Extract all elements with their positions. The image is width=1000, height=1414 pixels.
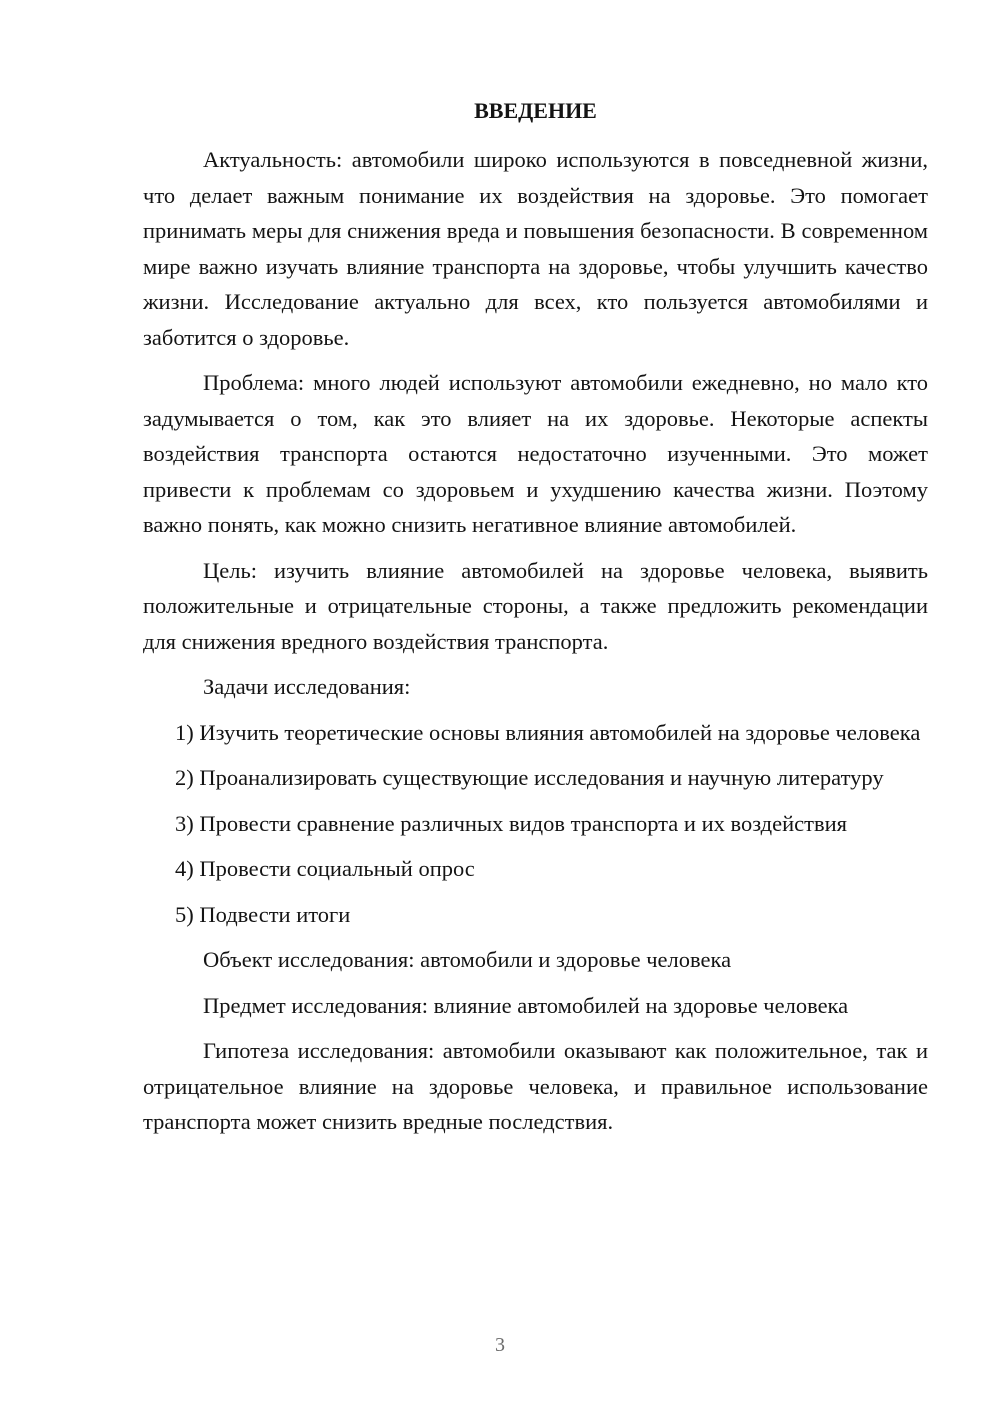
object-paragraph: Объект исследования: автомобили и здоровье человека xyxy=(203,947,732,972)
task-item-1: 1) Изучить теоретические основы влияния автомобилей на здоровье человека xyxy=(175,719,921,745)
task-item-4: 4) Провести социальный опрос xyxy=(175,856,475,881)
hypothesis-paragraph: Гипотеза исследования: автомобили оказывают как положительное, так и отрицательное влияние на здоровье человека, и правильное использование транспорта может снизить вредные последствия. xyxy=(143,1038,928,1134)
subject-paragraph: Предмет исследования: влияние автомобилей на здоровье человека xyxy=(203,992,849,1018)
page-title: ВВЕДЕНИЕ xyxy=(474,98,597,123)
task-item-5: 5) Подвести итоги xyxy=(175,901,351,927)
problem-paragraph: Проблема: много людей используют автомобили ежедневно, но мало кто задумывается о том, как это влияет на их здоровье. Некоторые аспекты воздействия транспорта остаются недостаточно изученными. Это может привести к проблемам со здоровьем и ухудшению качества жизни. Поэтому важно понять, как можно снизить негативное влияние автомобилей. xyxy=(143,370,928,537)
task-item-3: 3) Провести сравнение различных видов транспорта и их воздействия xyxy=(175,810,847,836)
page-number: 3 xyxy=(495,1334,505,1356)
goal-paragraph: Цель: изучить влияние автомобилей на здоровье человека, выявить положительные и отрицательные стороны, а также предложить рекомендации для снижения вредного воздействия транспорта. xyxy=(143,557,928,654)
task-item-2: 2) Проанализировать существующие исследования и научную литературу xyxy=(175,765,884,790)
relevance-paragraph: Актуальность: автомобили широко используются в повседневной жизни, что делает важным понимание их воздействия на здоровье. Это помогает принимать меры для снижения вреда и повышения безопасности. В современном мире важно изучать влияние транспорта на здоровье, чтобы улучшить качество жизни. Исследование актуально для всех, кто пользуется автомобилями и заботится о здоровье. xyxy=(143,147,928,350)
tasks-heading: Задачи исследования: xyxy=(203,674,411,699)
document-body xyxy=(143,142,928,1150)
